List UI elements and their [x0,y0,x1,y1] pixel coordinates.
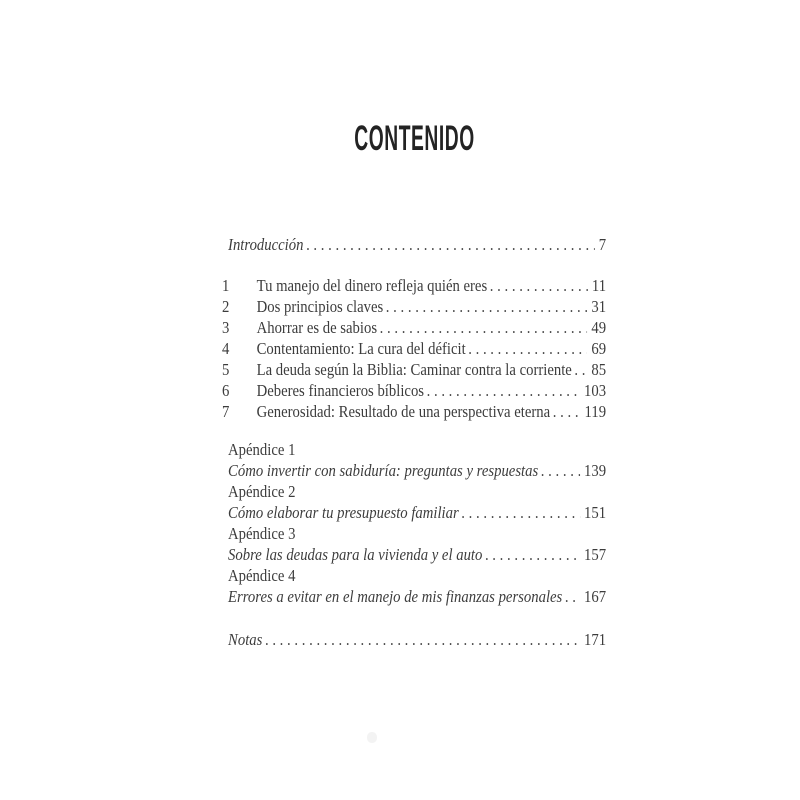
toc-entry-chapter-7 [222,401,606,422]
chapter-title: Ahorrar es de sabios [256,318,378,337]
appendix-label: Apéndice 2 [228,482,296,501]
toc-entry-intro [222,234,606,255]
page-number: 85 [591,360,607,379]
page-title: CONTENIDO [353,119,475,158]
chapter-title: Generosidad: Resultado de una perspectiva eterna [256,402,551,421]
dot-leader [541,460,580,481]
page-number: 171 [584,630,607,649]
appendix-label-3 [222,523,606,544]
intro-title: Introducción [228,235,304,254]
toc-entry-appendix-4 [222,586,606,607]
chapter-number: 5 [222,360,230,379]
appendix-label: Apéndice 3 [228,524,296,543]
chapter-title: Tu manejo del dinero refleja quién eres [256,276,488,295]
dot-leader [485,544,580,565]
chapter-title: Dos principios claves [256,297,384,316]
appendix-title: Errores a evitar en el manejo de mis finanzas personales [228,587,563,606]
page-number: 49 [591,318,607,337]
page-number: 103 [584,381,607,400]
page-number: 139 [584,461,607,480]
page-number: 157 [584,545,607,564]
chapter-title: Contentamiento: La cura del déficit [256,339,466,358]
page-number: 119 [584,402,607,421]
table-of-contents [222,234,606,650]
page-number: 69 [591,339,607,358]
chapter-number: 7 [222,402,230,421]
toc-entry-chapter-6 [222,380,606,401]
appendix-title: Sobre las deudas para la vivienda y el auto [228,545,483,564]
chapter-number: 6 [222,381,230,400]
dot-leader [380,317,587,338]
dot-leader [386,296,587,317]
toc-entry-chapter-4 [222,338,606,359]
appendix-label-4 [222,565,606,586]
notes-title: Notas [228,630,263,649]
dot-leader [565,586,580,607]
dot-leader [306,234,594,255]
chapter-number: 1 [222,276,230,295]
appendix-label: Apéndice 1 [228,440,296,459]
page-number: 11 [591,276,607,295]
toc-entry-chapter-5 [222,359,606,380]
scan-smudge [367,732,377,743]
appendix-title: Cómo invertir con sabiduría: preguntas y respuestas [228,461,539,480]
appendix-label-1 [222,439,606,460]
chapter-title: La deuda según la Biblia: Caminar contra la corriente [256,360,572,379]
page-number: 151 [584,503,607,522]
dot-leader [468,338,587,359]
appendix-label: Apéndice 4 [228,566,296,585]
appendix-title: Cómo elaborar tu presupuesto familiar [228,503,459,522]
appendix-label-2 [222,481,606,502]
toc-entry-appendix-1 [222,460,606,481]
page-number: 31 [591,297,607,316]
toc-entry-chapter-1 [222,275,606,296]
chapter-number: 4 [222,339,230,358]
chapter-title: Deberes financieros bíblicos [256,381,425,400]
dot-leader [461,502,579,523]
dot-leader [574,359,587,380]
dot-leader [490,275,588,296]
toc-entry-chapter-3 [222,317,606,338]
toc-entry-appendix-2 [222,502,606,523]
toc-entry-chapter-2 [222,296,606,317]
chapter-number: 3 [222,318,230,337]
page-number: 167 [584,587,607,606]
chapter-number: 2 [222,297,230,316]
toc-entry-notes [222,629,606,650]
toc-entry-appendix-3 [222,544,606,565]
dot-leader [553,401,580,422]
page-title-wrap [222,121,606,156]
appendix-list [222,439,606,607]
dot-leader [265,629,580,650]
dot-leader [427,380,580,401]
page-number: 7 [598,235,607,254]
chapter-list [222,275,606,422]
